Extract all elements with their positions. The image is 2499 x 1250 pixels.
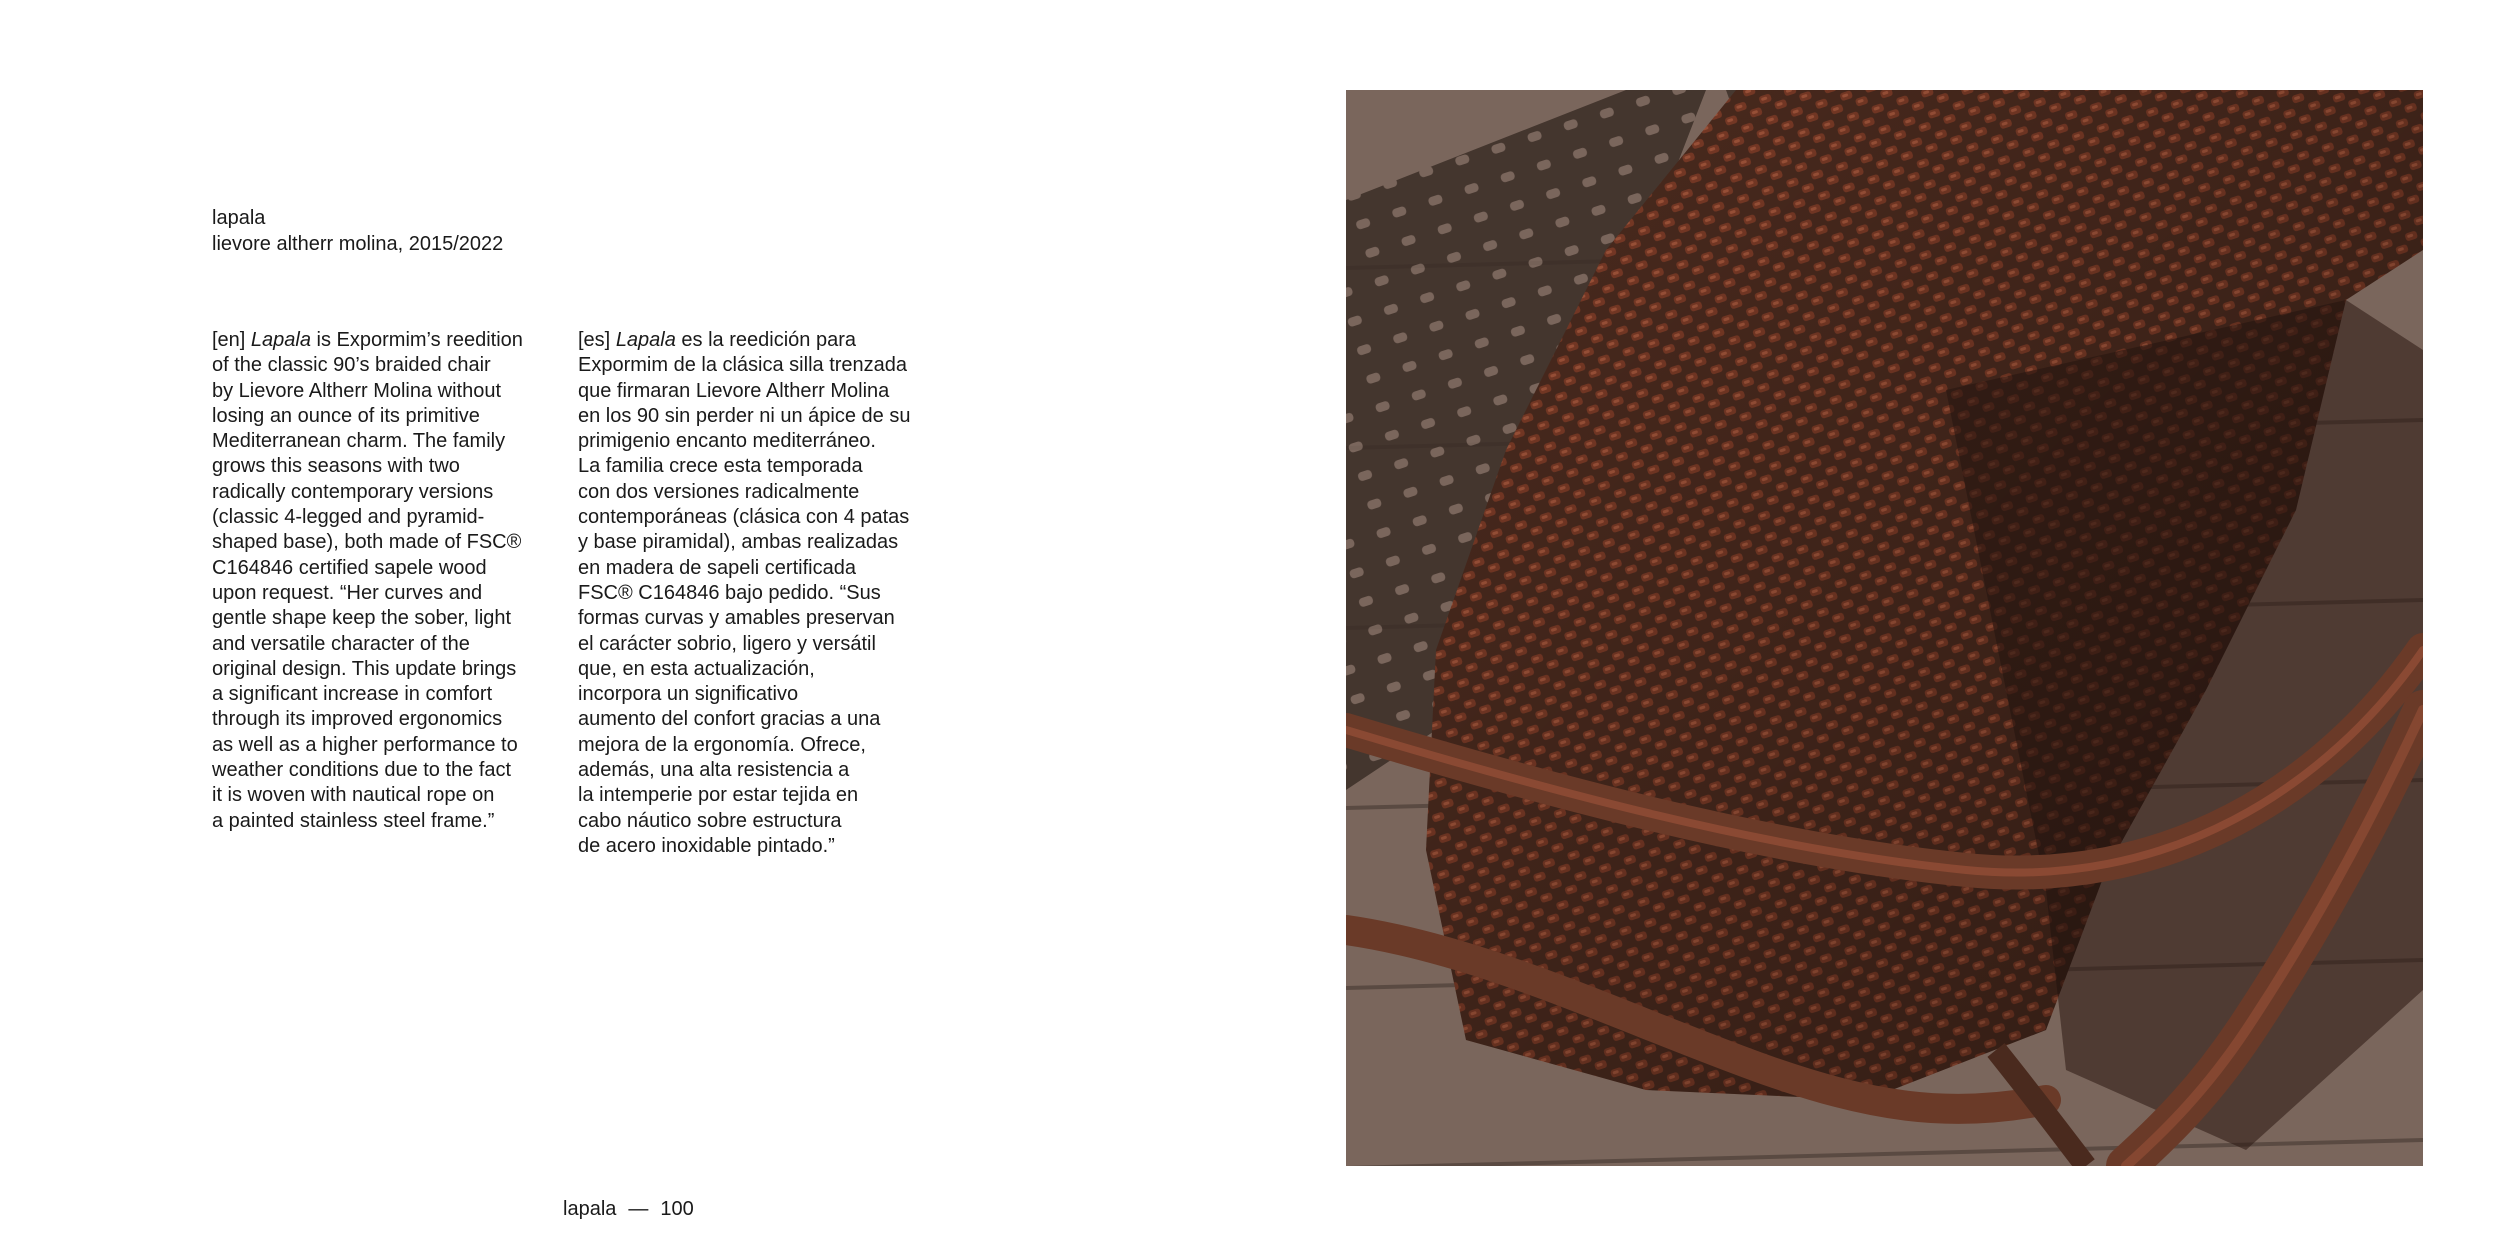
text-line: C164846 certified sapele wood: [212, 556, 487, 579]
text-line: radically contemporary versions: [212, 480, 494, 503]
text-line: en madera de sapeli certificada: [578, 556, 856, 579]
text-line: Mediterranean charm. The family: [212, 430, 506, 453]
text-line: through its improved ergonomics: [212, 708, 503, 731]
text-line: it is woven with nautical rope on: [212, 784, 495, 807]
text-line: grows this seasons with two: [212, 455, 460, 478]
text-line: primigenio encanto mediterráneo.: [578, 430, 876, 453]
text-line: en los 90 sin perder ni un ápice de su: [578, 404, 911, 427]
text-line: shaped base), both made of FSC®: [212, 531, 522, 554]
text-line: of the classic 90’s braided chair: [212, 354, 491, 377]
text-line: a painted stainless steel frame.”: [212, 809, 495, 832]
text-line: a significant increase in comfort: [212, 683, 493, 706]
text-line: [es] Lapala es la reedición para: [578, 329, 856, 351]
text-line: upon request. “Her curves and: [212, 581, 483, 604]
language-tag: [en]: [212, 329, 246, 351]
woven-chair-photo-illustration: [1346, 90, 2423, 1166]
text-line: Expormim de la clásica silla trenzada: [578, 354, 908, 377]
language-tag: [es]: [578, 329, 611, 351]
description-spanish: [578, 328, 923, 859]
product-title: lapala: [212, 207, 266, 229]
text-line: que, en esta actualización,: [578, 657, 815, 680]
description-english: [212, 328, 542, 834]
text-line: aumento del confort gracias a una: [578, 708, 881, 731]
text-line: contemporáneas (clásica con 4 patas: [578, 506, 910, 529]
text-line: y base piramidal), ambas realizadas: [578, 531, 899, 554]
product-header: [212, 205, 503, 257]
text-line: La familia crece esta temporada: [578, 455, 863, 478]
footer-separator: —: [628, 1198, 649, 1220]
text-line: (classic 4-legged and pyramid-: [212, 506, 485, 529]
text-line: FSC® C164846 bajo pedido. “Sus: [578, 581, 881, 604]
text-line: con dos versiones radicalmente: [578, 480, 860, 503]
text-line: as well as a higher performance to: [212, 733, 518, 756]
text-line: incorpora un significativo: [578, 683, 799, 706]
text-line: weather conditions due to the fact: [212, 759, 512, 782]
product-designer-years: lievore altherr molina, 2015/2022: [212, 233, 504, 255]
footer-section-name: lapala: [563, 1198, 617, 1220]
text-line: el carácter sobrio, ligero y versátil: [578, 632, 876, 655]
text-line: además, una alta resistencia a: [578, 759, 850, 782]
text-line: and versatile character of the: [212, 632, 470, 655]
text-line: [en] Lapala is Expormim’s reedition: [212, 329, 523, 351]
text-line: mejora de la ergonomía. Ofrece,: [578, 733, 866, 756]
text-line: formas curvas y amables preservan: [578, 607, 895, 630]
text-line: gentle shape keep the sober, light: [212, 607, 512, 630]
page-footer: [563, 1196, 694, 1222]
product-photo: [1346, 90, 2423, 1166]
text-line: cabo náutico sobre estructura: [578, 809, 842, 832]
text-line: de acero inoxidable pintado.”: [578, 834, 835, 857]
product-name-italic: Lapala: [250, 329, 311, 351]
text-line: losing an ounce of its primitive: [212, 404, 480, 427]
text-line: by Lievore Altherr Molina without: [212, 379, 502, 402]
product-name-italic: Lapala: [615, 329, 676, 351]
page-number: 100: [660, 1198, 694, 1220]
text-line: la intemperie por estar tejida en: [578, 784, 859, 807]
text-line: original design. This update brings: [212, 657, 517, 680]
text-line: que firmaran Lievore Altherr Molina: [578, 379, 890, 402]
